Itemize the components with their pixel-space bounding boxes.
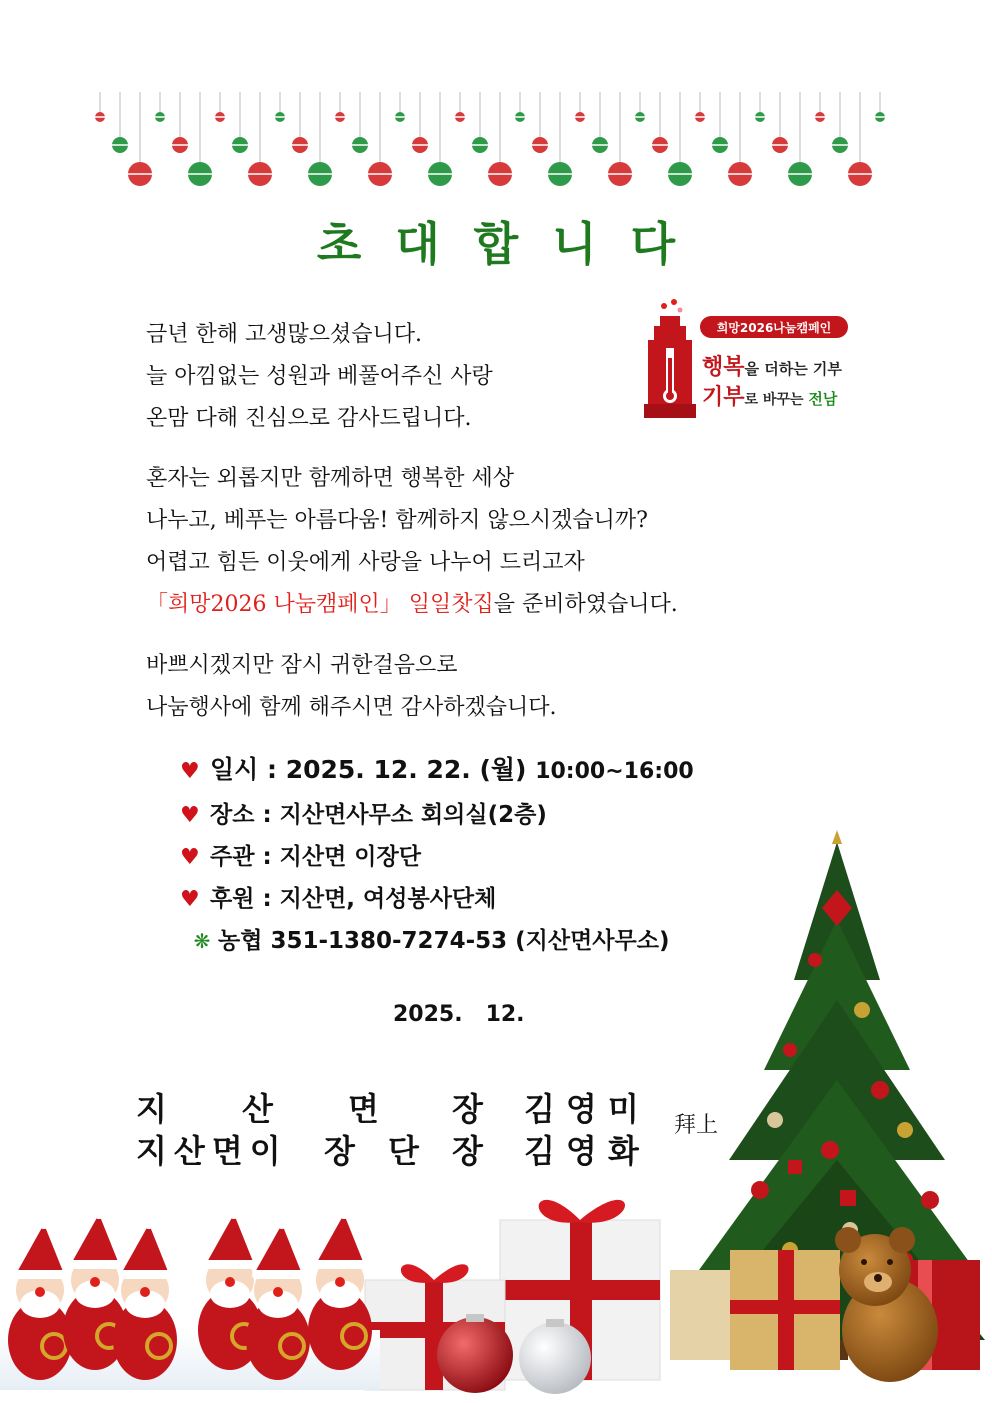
thermometer-tower-icon (644, 299, 696, 418)
page-title: 초대합니다 (316, 217, 710, 271)
text-line-rest: 을 준비하였습니다. (493, 592, 678, 617)
text-line: 금년 한해 고생많으셨습니다. (146, 322, 423, 347)
ornament-garland (90, 92, 890, 192)
heart-icon: ♥ (180, 845, 200, 870)
text-line: 혼자는 외롭지만 함께하면 행복한 세상 (146, 466, 515, 491)
signature-title: 지산면이 (136, 1132, 288, 1170)
heart-icon: ♥ (180, 803, 200, 828)
heart-icon: ♥ (180, 759, 200, 784)
event-sponsor: ♥ 후원 : 지산면, 여성봉사단체 (180, 886, 497, 912)
text-line: 나눔행사에 함께 해주시면 감사하겠습니다. (146, 695, 557, 720)
badge-line2-bold: 기부 (702, 385, 745, 410)
closing-paragraph (146, 645, 557, 729)
event-place: ♥ 장소 : 지산면사무소 회의실(2층) (180, 802, 547, 828)
bank-account: ❋ 농협 351-1380-7274-53 (지산면사무소) (186, 922, 669, 955)
text-line: 어렵고 힘든 이웃에게 사랑을 나누어 드리고자 (146, 550, 585, 575)
signature-char: 산 (242, 1090, 273, 1128)
gift-box-icon (365, 1200, 660, 1390)
badge-line1-bold: 행복 (702, 355, 745, 380)
christmas-illustration (0, 830, 992, 1403)
santa-icon (113, 1215, 177, 1380)
clover-icon: ❋ (193, 929, 211, 953)
signature-name: 김영화 (524, 1132, 650, 1170)
text-line: 바쁘시겠지만 잠시 귀한걸음으로 (146, 653, 458, 678)
invitation-paragraph (146, 458, 678, 626)
campaign-logo (640, 296, 870, 426)
text-line: 늘 아낌없는 성원과 베풀어주신 사랑 (146, 364, 493, 389)
event-datetime: ♥ 일시 : 2025. 12. 22. (월) 10:00~16:00 (180, 755, 694, 784)
signature-char: 면 (348, 1090, 379, 1128)
text-line (146, 584, 678, 626)
badge-line2-end: 전남 (808, 390, 838, 408)
signature-char: 장 (452, 1090, 483, 1128)
text-line: 온맘 다해 진심으로 감사드립니다. (146, 406, 472, 431)
signature-char: 장 (452, 1132, 483, 1170)
santa-icon (308, 1205, 372, 1370)
badge-line1-rest: 을 더하는 기부 (744, 360, 842, 378)
badge-line2-rest: 로 바꾸는 (744, 392, 809, 408)
signature-char: 단 (388, 1132, 419, 1170)
svg-text:기부로 바꾸는 전남 (702, 384, 838, 410)
closing-mark: 拜上 (674, 1113, 719, 1138)
signature-char: 지 (136, 1090, 167, 1128)
greeting-paragraph (146, 314, 493, 440)
event-host: ♥ 주관 : 지산면 이장단 (180, 844, 421, 870)
document-date: 2025. 12. (393, 1002, 525, 1027)
signature-char: 장 (324, 1132, 355, 1170)
event-name-highlight: 「희망2026 나눔캠페인」 일일찻집 (146, 592, 494, 617)
heart-icon: ♥ (180, 887, 200, 912)
santa-icon (8, 1215, 72, 1380)
badge-campaign: 희망2026나눔캠페인 (716, 321, 832, 335)
svg-text:행복을 더하는 기부 (702, 354, 842, 380)
signature-name: 김영미 (524, 1090, 650, 1128)
text-line: 나누고, 베푸는 아름다움! 함께하지 않으시겠습니까? (146, 508, 648, 533)
santa-icon (246, 1215, 310, 1380)
